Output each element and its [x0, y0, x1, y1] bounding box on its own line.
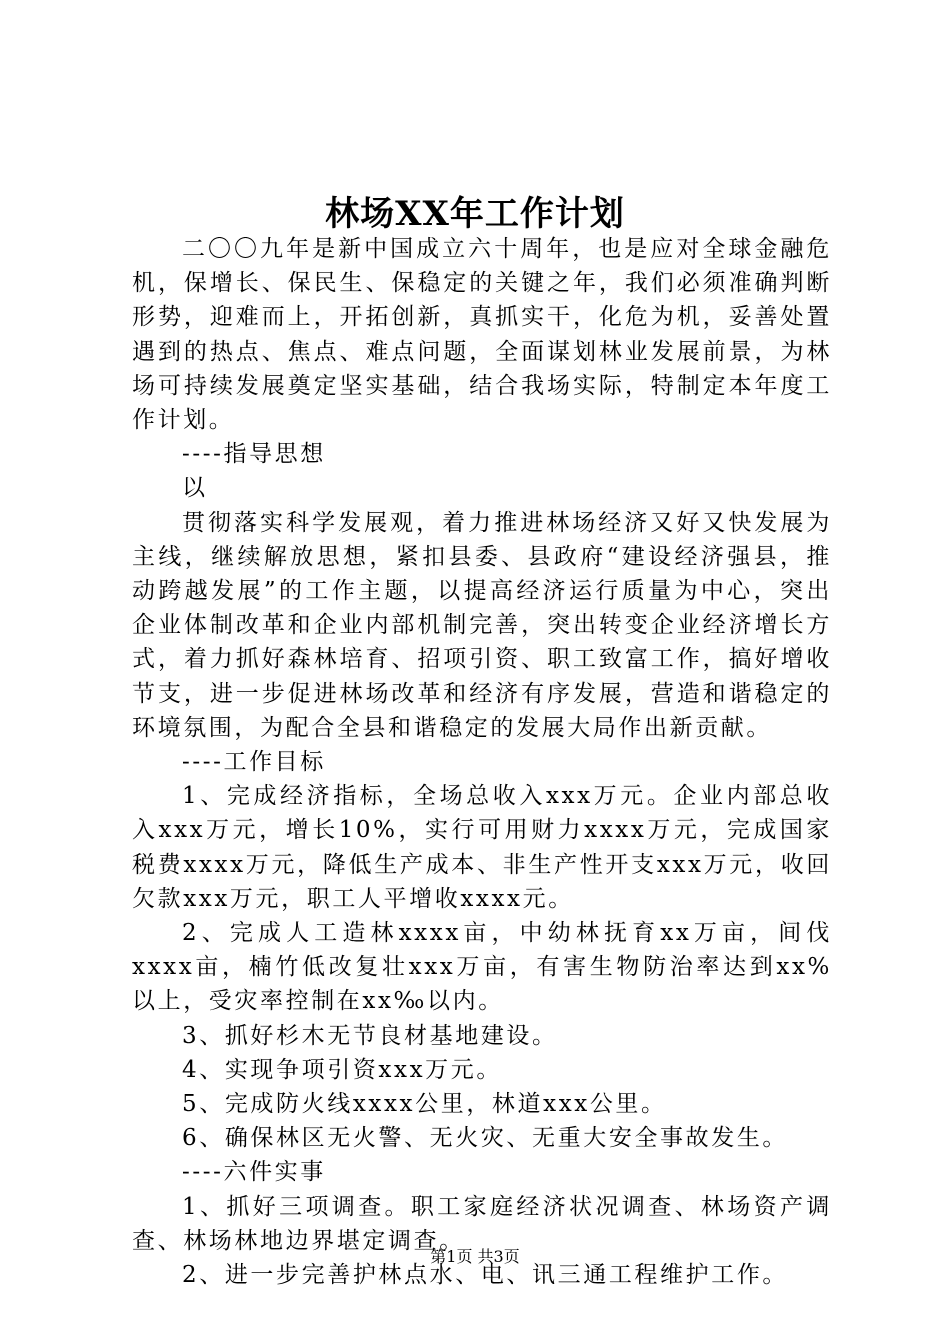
- task-item-1: 1、抓好三项调查。职工家庭经济状况调查、林场资产调查、林场林地边界堪定调查。: [132, 1193, 832, 1254]
- intro-paragraph: 二〇〇九年是新中国成立六十周年，也是应对全球金融危机，保增长、保民生、保稳定的关键之年，我们必须准确判断形势，迎难而上，开拓创新，真抓实干，化危为机，妥善处置遇到的热点、焦点、难点问题，全面谋划林业发展前景，为林场可持续发展奠定坚实基础，结合我场实际，特制定本年度工作计划。: [132, 236, 832, 434]
- section-heading-work-goals: ----工作目标: [182, 749, 326, 776]
- goal-item-2: 2、完成人工造林xxxx亩，中幼林抚育xx万亩，间伐xxxx亩，楠竹低改复壮xxx万亩，有害生物防治率达到xx%以上，受灾率控制在xx‰以内。: [132, 920, 832, 1015]
- goal-item-1: 1、完成经济指标，全场总收入xxx万元。企业内部总收入xxx万元，增长10%，实行可用财力xxxx万元，完成国家税费xxxx万元，降低生产成本、非生产性开支xxx万元，收回欠款xxx万元，职工人平增收xxxx元。: [132, 783, 832, 912]
- paragraph-fragment: 以: [182, 475, 208, 502]
- goal-item-4: 4、实现争项引资xxx万元。: [182, 1056, 502, 1083]
- task-item-2: 2、进一步完善护林点水、电、讯三通工程维护工作。: [182, 1262, 789, 1289]
- document-title: 林场XX年工作计划: [325, 194, 625, 234]
- goal-item-6: 6、确保林区无火警、无火灾、无重大安全事故发生。: [182, 1125, 789, 1152]
- goal-item-5: 5、完成防火线xxxx公里，林道xxx公里。: [182, 1091, 667, 1118]
- section-heading-six-tasks: ----六件实事: [182, 1159, 326, 1186]
- document-body: [132, 232, 832, 1292]
- guiding-ideology-paragraph: 贯彻落实科学发展观，着力推进林场经济又好又快发展为主线，继续解放思想，紧扣县委、县政府“建设经济强县，推动跨越发展”的工作主题，以提高经济运行质量为中心，突出企业体制改革和企业内部机制完善，突出转变企业经济增长方式，着力抓好森林培育、招项引资、职工致富工作，搞好增收节支，进一步促进林场改革和经济有序发展，营造和谐稳定的环境氛围，为配合全县和谐稳定的发展大局作出新贡献。: [132, 509, 832, 741]
- goal-item-3: 3、抓好杉木无节良材基地建设。: [182, 1022, 558, 1049]
- section-heading-guiding-ideology: ----指导思想: [182, 441, 326, 468]
- page-footer: 第1页 共3页: [430, 1247, 520, 1266]
